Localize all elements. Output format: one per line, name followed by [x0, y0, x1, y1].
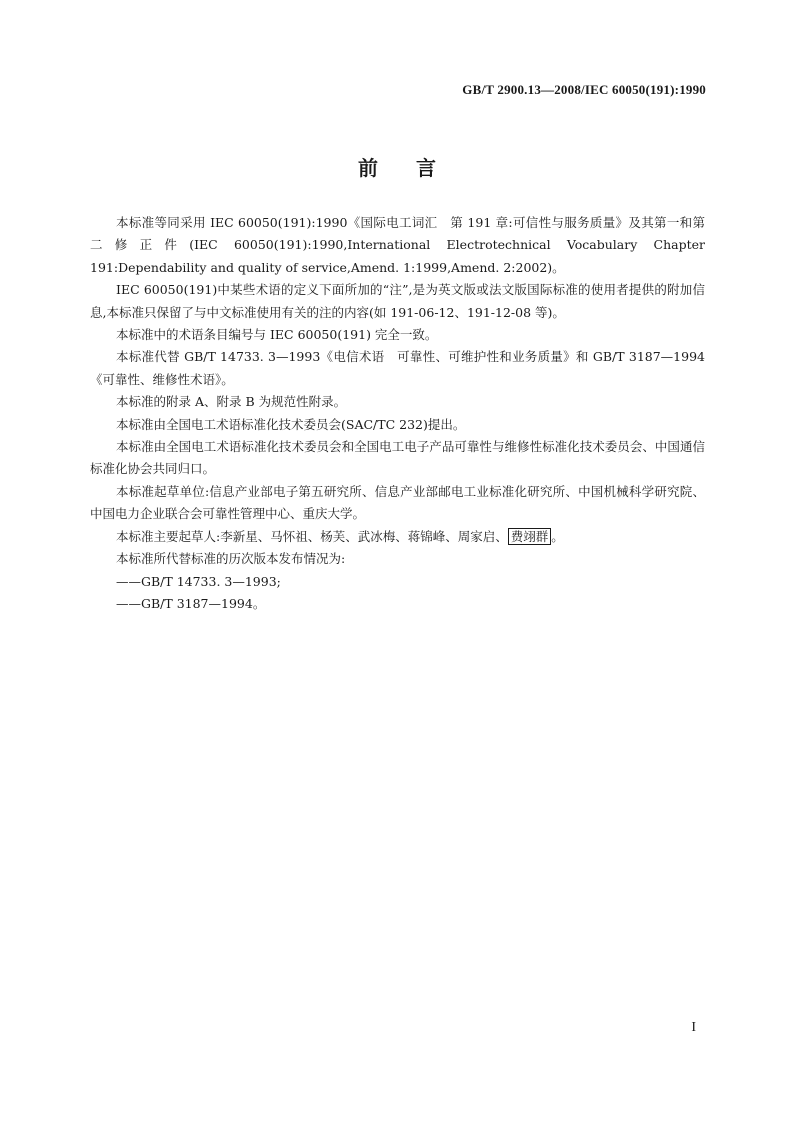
paragraph-numbering: 本标准中的术语条目编号与 IEC 60050(191) 完全一致。	[116, 327, 438, 343]
paragraph-replaces: 本标准代替 GB/T 14733. 3—1993《电信术语 可靠性、可维护性和业务质量》和 GB/T 3187—1994《可靠性、维修性术语》。	[90, 349, 705, 387]
paragraph-notes: IEC 60050(191)中某些术语的定义下面所加的“注”,是为英文版或法文版国际标准的使用者提供的附加信息,本标准只保留了与中文标准使用有关的注的内容(如 191-06-12、191-12-08 等)。	[90, 282, 705, 320]
paragraph-drafters	[90, 526, 705, 548]
page-number: I	[691, 1020, 696, 1035]
drafter-boxed-name: 费翊群	[508, 528, 552, 545]
drafters-list: 本标准主要起草人:李新星、马怀祖、杨芙、武冰梅、蒋锦峰、周家启、	[116, 528, 508, 544]
paragraph-proposed-by: 本标准由全国电工术语标准化技术委员会(SAC/TC 232)提出。	[116, 416, 466, 432]
standard-code-header: GB/T 2900.13—2008/IEC 60050(191):1990	[462, 82, 706, 97]
paragraph-adoption: 本标准等同采用 IEC 60050(191):1990《国际电工词汇 第 191 章:可信性与服务质量》及其第一和第二修正件(IEC 60050(191):1990,International Electrotechnical Vocabulary Chapter 191:Dependability and quality of service,Amend. 1:1999,Amend. 2:2002)。	[90, 215, 705, 275]
paragraph-annexes: 本标准的附录 A、附录 B 为规范性附录。	[116, 394, 347, 410]
history-item: ——GB/T 14733. 3—1993;	[116, 573, 281, 589]
history-item: ——GB/T 3187—1994。	[116, 595, 266, 611]
drafters-end: 。	[551, 528, 564, 544]
foreword-body	[90, 212, 705, 615]
paragraph-drafting-units: 本标准起草单位:信息产业部电子第五研究所、信息产业部邮电工业标准化研究所、中国机械科学研究院、中国电力企业联合会可靠性管理中心、重庆大学。	[90, 483, 705, 522]
paragraph-history-intro: 本标准所代替标准的历次版本发布情况为:	[116, 551, 346, 567]
page-title: 前言	[358, 156, 474, 180]
paragraph-centralized: 本标准由全国电工术语标准化技术委员会和全国电工电子产品可靠性与维修性标准化技术委员会、中国通信标准化协会共同归口。	[90, 439, 705, 477]
